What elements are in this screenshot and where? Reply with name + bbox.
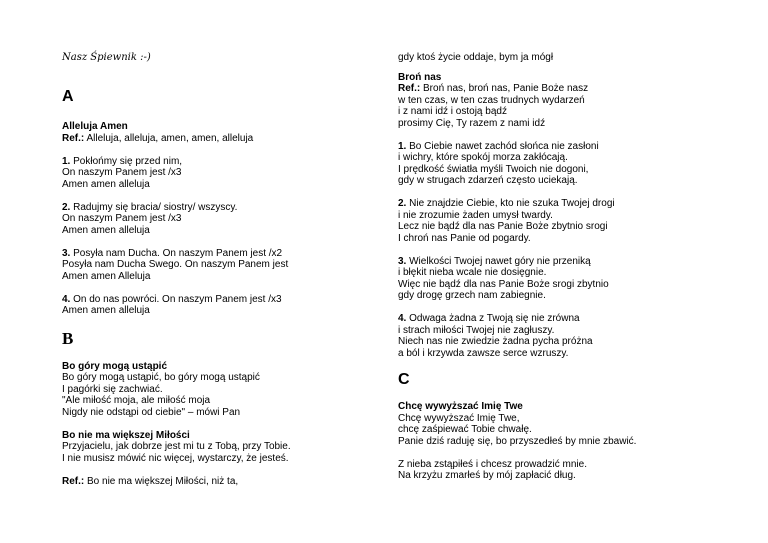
song-bo-gory [62,361,382,419]
ref-label: Ref.: [62,475,85,487]
song-title: Alleluja Amen [62,121,128,132]
verse-line: gdy drogę grzech nam zabiegnie. [398,290,546,301]
verse-line: i nie zrozumie żaden umysł twardy. [398,209,553,221]
verse-line: a ból i krzywda zawsze serce wzruszy. [398,347,569,359]
song-line: chcę zaśpiewać Tobie chwałę. [398,424,532,435]
song-line: Chcę wywyższać Imię Twe, [398,412,520,424]
verse-2 [398,198,728,244]
verse-line: I chroń nas Panie od pogardy. [398,232,531,244]
right-page [398,52,728,482]
verse-line: 1. Pokłońmy się przed nim, [62,155,183,167]
continued-line: gdy ktoś życie oddaje, bym ja mógł [398,52,554,63]
song-title: Bo góry mogą ustąpić [62,360,168,372]
left-page [62,52,382,487]
verse-number: 4. [398,313,407,324]
ref-text: Broń nas, broń nas, Panie Boże nasz [420,83,589,94]
verse-number: 2. [62,201,71,213]
song-title: Broń nas [398,71,442,83]
ref-label: Ref.: [398,83,421,94]
verse-line: 2. Nie znajdzie Ciebie, kto nie szuka Twojej drogi [398,198,615,209]
refrain-line: i z nami idź i ostoją bądź [398,106,507,117]
verse-4 [398,313,728,359]
verse-block [398,459,728,482]
verse-1 [398,141,728,187]
verse-number: 4. [62,293,71,305]
verse-number: 1. [62,155,71,167]
refrain-line: prosimy Cię, Ty razem z nami idź [398,117,546,129]
section-letter-b: B [62,328,74,348]
section-letter-c: C [398,371,410,388]
verse-line: 4. Odwaga żadna z Twoją się nie zrówna [398,313,580,324]
song-title: Bo nie ma większej Miłości [62,429,190,441]
verse-line: On naszym Panem jest /x3 [62,213,182,224]
song-line: Panie dziś raduję się, bo przyszedłeś by mnie zbawić. [398,435,637,447]
verse-3 [62,248,382,283]
refrain-line: w ten czas, w ten czas trudnych wydarzeń [398,94,585,106]
verse-line: gdy w strugach zdarzeń często uciekają. [398,175,578,186]
verse-line: 2. Radujmy się bracia/ siostry/ wszyscy. [62,201,238,213]
verse-line: Niech nas nie zwiedzie żadna pycha próżna [398,336,593,347]
verse-3 [398,256,728,302]
refrain [62,476,382,488]
song-line: Z nieba zstąpiłeś i chcesz prowadzić mnie. [398,458,587,470]
verse-line: i strach miłości Twojej nie zagłuszy. [398,324,555,336]
verse-line: i wichry, które spokój morza zakłócają. [398,152,568,163]
song-title: Chcę wywyższać Imię Twe [398,401,523,412]
song-bo-nie-ma [62,430,382,488]
ref-label: Ref.: [62,132,85,144]
verse-line: I prędkość światła myśli Twoich nie dogoni, [398,163,589,175]
verse-2 [62,202,382,237]
song-line: Na krzyżu zmarłeś by mój zapłacić dług. [398,470,576,481]
verse-line: 1. Bo Ciebie nawet zachód słońca nie zasłoni [398,140,599,152]
refrain [62,133,382,145]
verse-line: Lecz nie bądź dla nas Panie Boże zbytnio srogi [398,221,608,232]
song-line: I pagórki się zachwiać. [62,383,163,395]
ref-text: Alleluja, alleluja, amen, amen, alleluja [84,132,254,144]
verse-line: On naszym Panem jest /x3 [62,167,182,178]
verse-line: i błękit nieba wcale nie dosięgnie. [398,267,547,278]
verse-number: 3. [398,255,407,267]
ref-text: Bo nie ma większej Miłości, niż ta, [84,475,239,487]
verse-line: Amen amen Alleluja [62,270,151,282]
section-letter-a: A [62,88,74,105]
verse-line: Posyła nam Ducha Swego. On naszym Panem jest [62,259,289,270]
verse-line: Amen amen alleluja [62,224,150,236]
songbook-title: Nasz Śpiewnik :-) [62,52,151,63]
verse-number: 3. [62,247,71,259]
verse-line: Amen amen alleluja [62,178,150,190]
verse-line: Więc nie bądź dla nas Panie Boże srogi zbytnio [398,278,609,290]
verse-line: 4. On do nas powróci. On naszym Panem jest /x3 [62,293,282,305]
song-line: I nie musisz mówić nic więcej, wystarczy, że jesteś. [62,452,289,464]
song-line: Nigdy nie odstąpi od ciebie" – mówi Pan [62,406,241,418]
verse-line: 3. Wielkości Twojej nawet góry nie przeniką [398,255,591,267]
verse-line: 3. Posyła nam Ducha. On naszym Panem jest /x2 [62,247,283,259]
song-chce-wywyzszac [398,401,728,482]
song-bron-nas [398,72,728,360]
refrain [398,83,728,95]
song-line: Przyjacielu, jak dobrze jest mi tu z Tobą, przy Tobie. [62,441,291,452]
verse-number: 2. [398,198,407,209]
verse-1 [62,156,382,191]
song-alleluja-amen [62,121,382,317]
song-line: "Ale miłość moja, ale miłość moja [62,395,211,406]
verse-number: 1. [398,140,407,152]
verse-4 [62,294,382,317]
verse-line: Amen amen alleluja [62,305,150,316]
song-line: Bo góry mogą ustąpić, bo góry mogą ustąpić [62,372,260,383]
